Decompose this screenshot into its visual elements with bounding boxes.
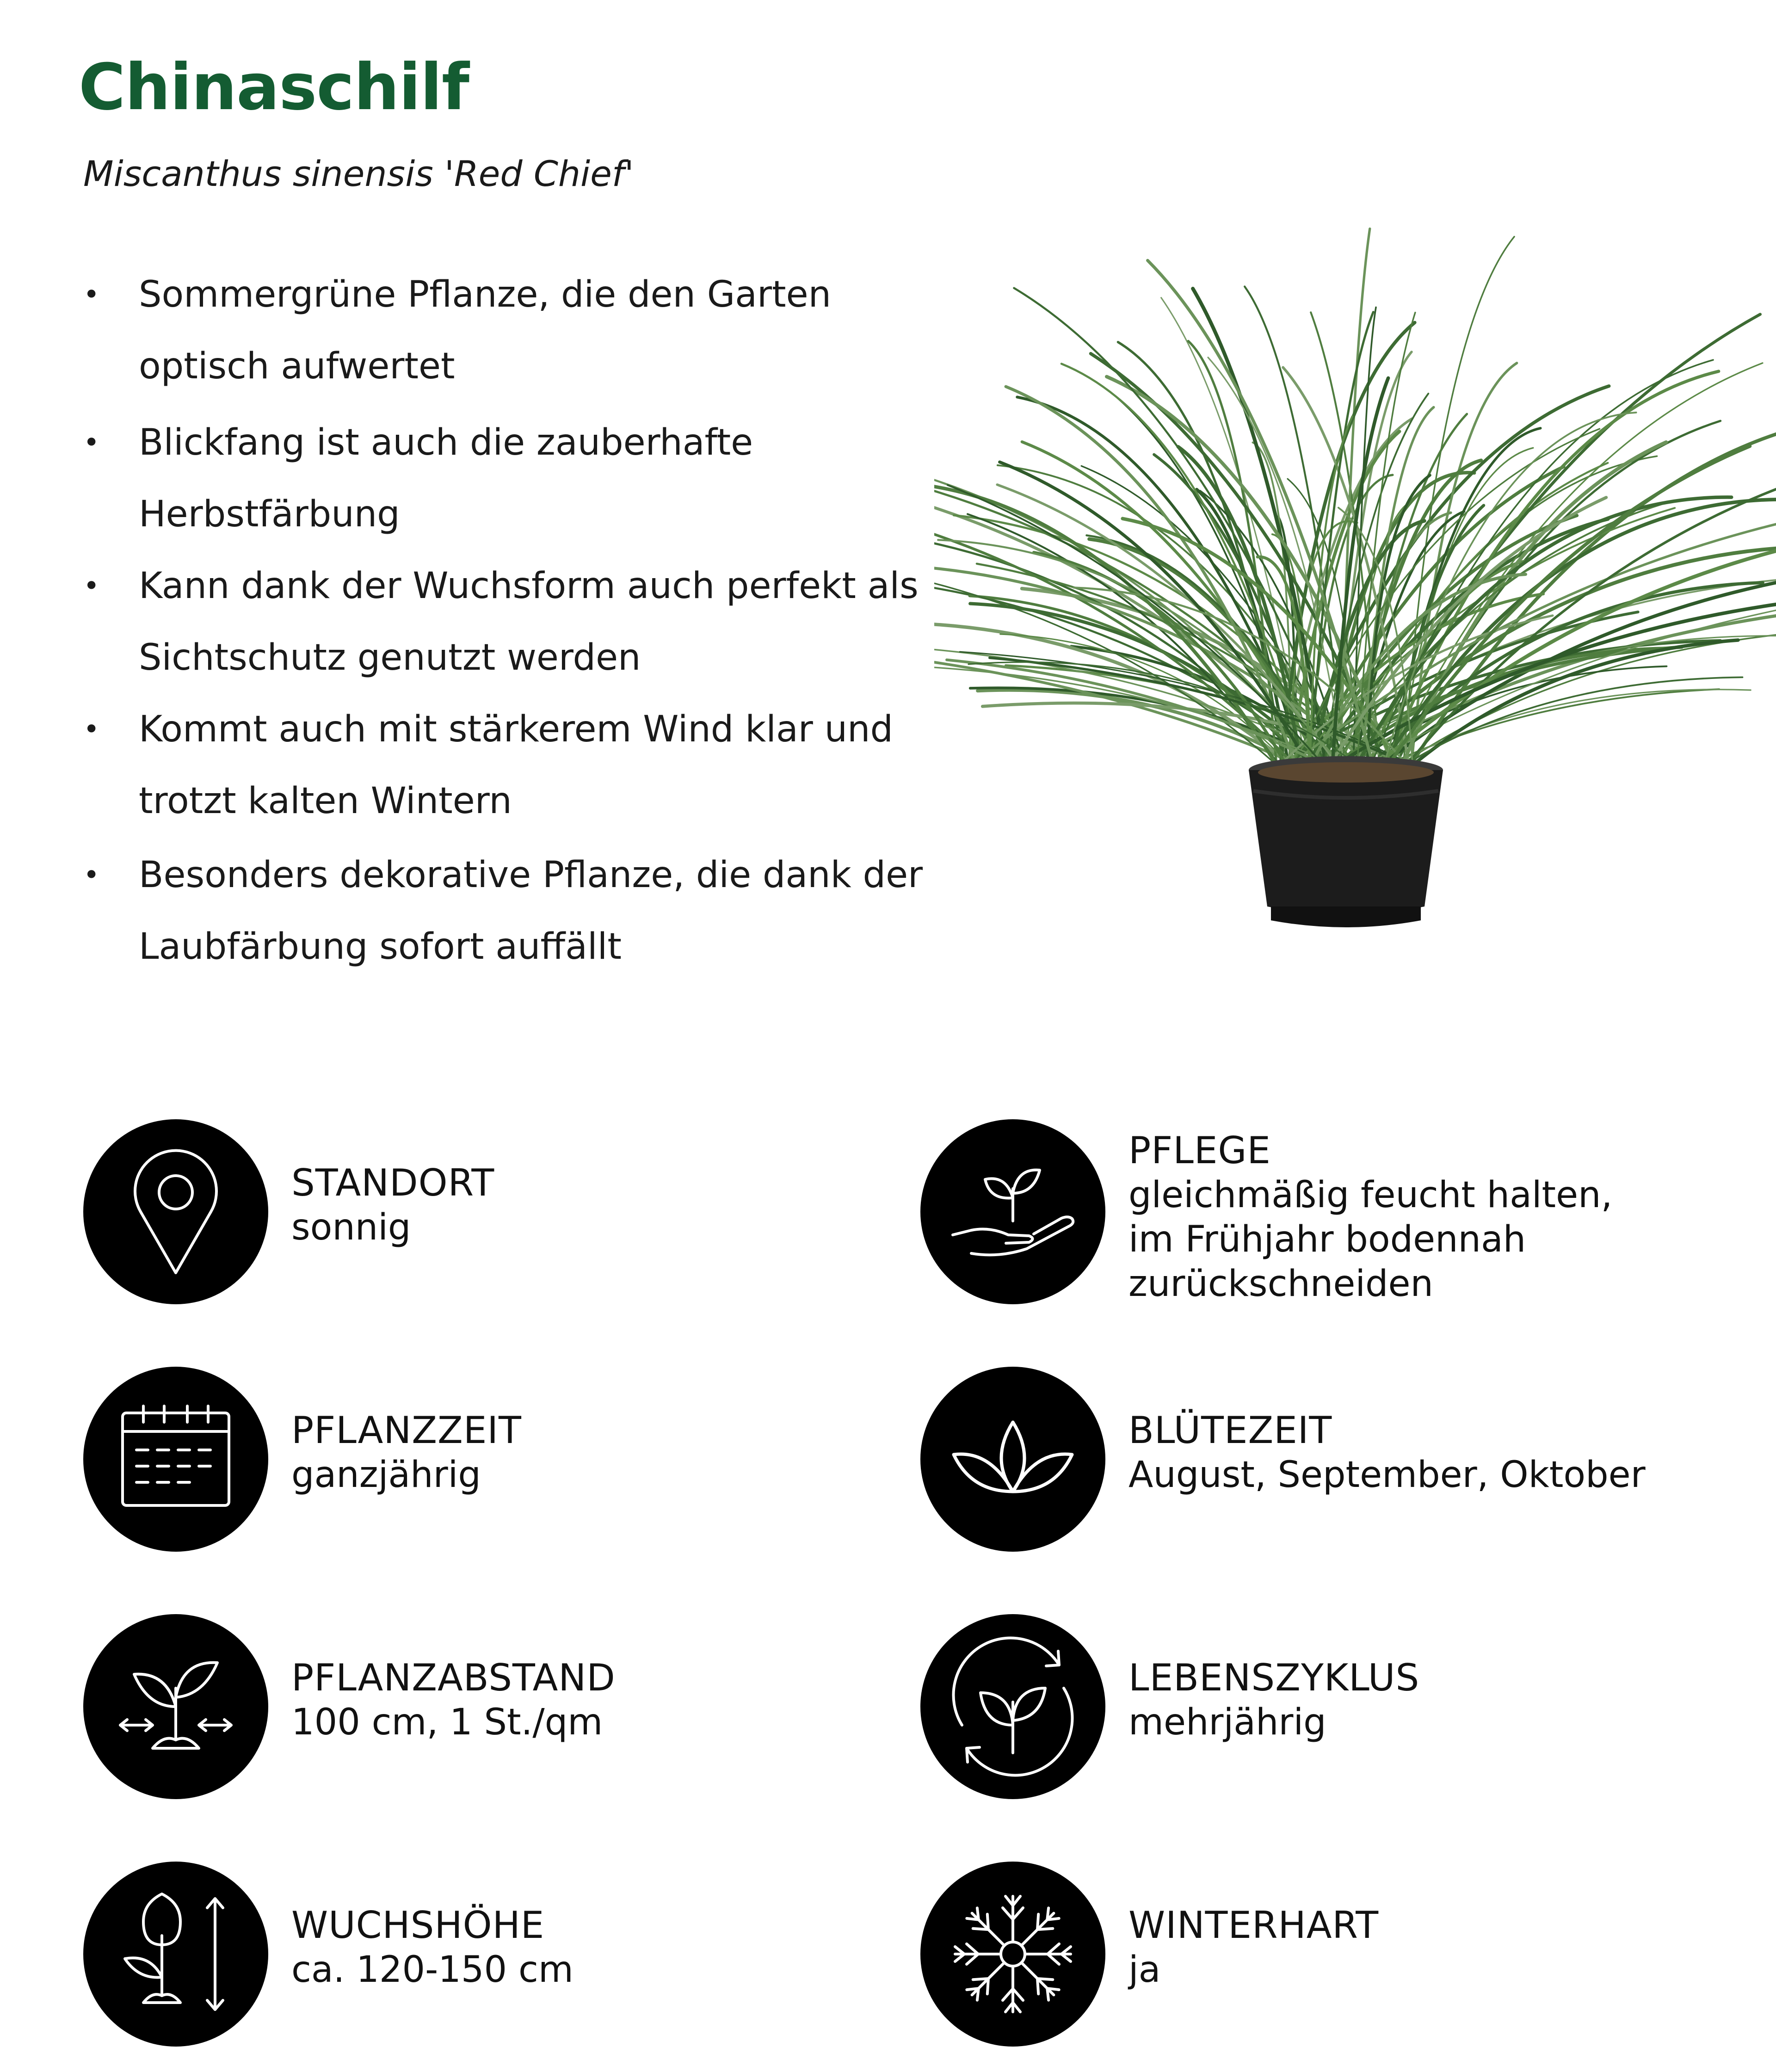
feature-value: ca. 120-150 cm (291, 1949, 574, 1991)
feature-label: STANDORT (291, 1161, 495, 1204)
icon-circle (920, 1119, 1105, 1304)
lotus-flower-icon (920, 1367, 1105, 1552)
feature-value: August, September, Oktober (1128, 1454, 1646, 1496)
bullet-dot: • (83, 713, 100, 746)
grass-blades (934, 229, 1776, 766)
bullet-line: trotzt kalten Wintern (139, 780, 512, 822)
bullet-line: Sichtschutz genutzt werden (139, 637, 641, 678)
feature-label: LEBENSZYKLUS (1128, 1656, 1420, 1699)
feature-text (291, 1656, 870, 1745)
feature-lebenszyklus (920, 1614, 1707, 1799)
bullet-item (83, 694, 925, 837)
feature-value: gleichmäßig feucht halten, im Frühjahr bodennah zurückschneiden (1128, 1174, 1613, 1305)
snowflake-arm (1021, 1908, 1059, 1945)
snowflake-arm (967, 1962, 1004, 2000)
snowflake-arm (967, 1908, 1004, 1945)
feature-text (291, 1408, 870, 1497)
icon-circle (83, 1862, 268, 2047)
snowflake-arm (1003, 1896, 1023, 1942)
feature-winterhart (920, 1862, 1707, 2047)
feature-text (291, 1161, 870, 1250)
feature-text (291, 1903, 870, 1992)
bullet-dot: • (83, 570, 100, 602)
feature-bluetezeit (920, 1367, 1707, 1552)
bullet-line: Kann dank der Wuchsform auch perfekt als (139, 565, 919, 607)
grass-blade (1392, 690, 1751, 765)
feature-pflege (920, 1119, 1707, 1304)
feature-text (1128, 1128, 1707, 1306)
snowflake-arm (1025, 1944, 1071, 1964)
bullet-line: Kommt auch mit stärkerem Wind klar und (139, 709, 893, 750)
plant-in-hand-icon (920, 1119, 1105, 1304)
bullet-dot: • (83, 426, 100, 459)
bullet-item (83, 407, 925, 550)
feature-pflanzabstand (83, 1614, 870, 1799)
bullet-item (83, 259, 925, 402)
location-pin-icon (83, 1119, 268, 1304)
bullet-line: Besonders dekorative Pflanze, die dank der (139, 854, 923, 896)
seedling-spacing-icon (83, 1614, 268, 1799)
calendar-icon (83, 1367, 268, 1552)
bullet-dot: • (83, 278, 100, 311)
snowflake-arm (1021, 1962, 1059, 2000)
feature-value: mehrjährig (1128, 1702, 1326, 1743)
feature-text (1128, 1656, 1707, 1745)
icon-circle (83, 1367, 268, 1552)
feature-label: BLÜTEZEIT (1128, 1409, 1332, 1452)
page-title: Chinaschilf (79, 50, 469, 124)
bullet-line: Laubfärbung sofort auffällt (139, 926, 622, 968)
botanical-name: Miscanthus sinensis 'Red Chief' (83, 153, 634, 194)
plant-pot (1249, 756, 1443, 927)
feature-label: WINTERHART (1128, 1904, 1379, 1947)
feature-label: PFLANZABSTAND (291, 1656, 616, 1699)
bullet-line: Herbstfärbung (139, 493, 400, 535)
snowflake-arm (1003, 1966, 1023, 2012)
bullet-item (83, 839, 925, 983)
lifecycle-icon (920, 1614, 1105, 1799)
feature-label: WUCHSHÖHE (291, 1904, 545, 1947)
snowflake-icon (920, 1862, 1105, 2047)
snowflake-arm (955, 1944, 1001, 1964)
feature-text (1128, 1408, 1707, 1497)
icon-circle (920, 1862, 1105, 2047)
feature-bullet-list (0, 0, 925, 1018)
icon-circle (920, 1614, 1105, 1799)
bullet-dot: • (83, 859, 100, 891)
bullet-line: optisch aufwertet (139, 345, 455, 387)
growth-height-icon (83, 1862, 268, 2047)
feature-label: PFLEGE (1128, 1129, 1271, 1172)
grass-plant-image (934, 194, 1776, 944)
bullet-line: Sommergrüne Pflanze, die den Garten (139, 274, 832, 315)
bullet-line: Blickfang ist auch die zauberhafte (139, 422, 753, 463)
feature-value: ja (1128, 1949, 1161, 1991)
feature-text (1128, 1903, 1707, 1992)
feature-label: PFLANZZEIT (291, 1409, 522, 1452)
feature-value: 100 cm, 1 St./qm (291, 1702, 603, 1743)
icon-circle (83, 1614, 268, 1799)
icon-circle (920, 1367, 1105, 1552)
icon-circle (83, 1119, 268, 1304)
feature-standort (83, 1119, 870, 1304)
feature-wuchshoehe (83, 1862, 870, 2047)
bullet-item (83, 550, 925, 694)
feature-pflanzzeit (83, 1367, 870, 1552)
feature-value: sonnig (291, 1207, 411, 1248)
feature-value: ganzjährig (291, 1454, 481, 1496)
